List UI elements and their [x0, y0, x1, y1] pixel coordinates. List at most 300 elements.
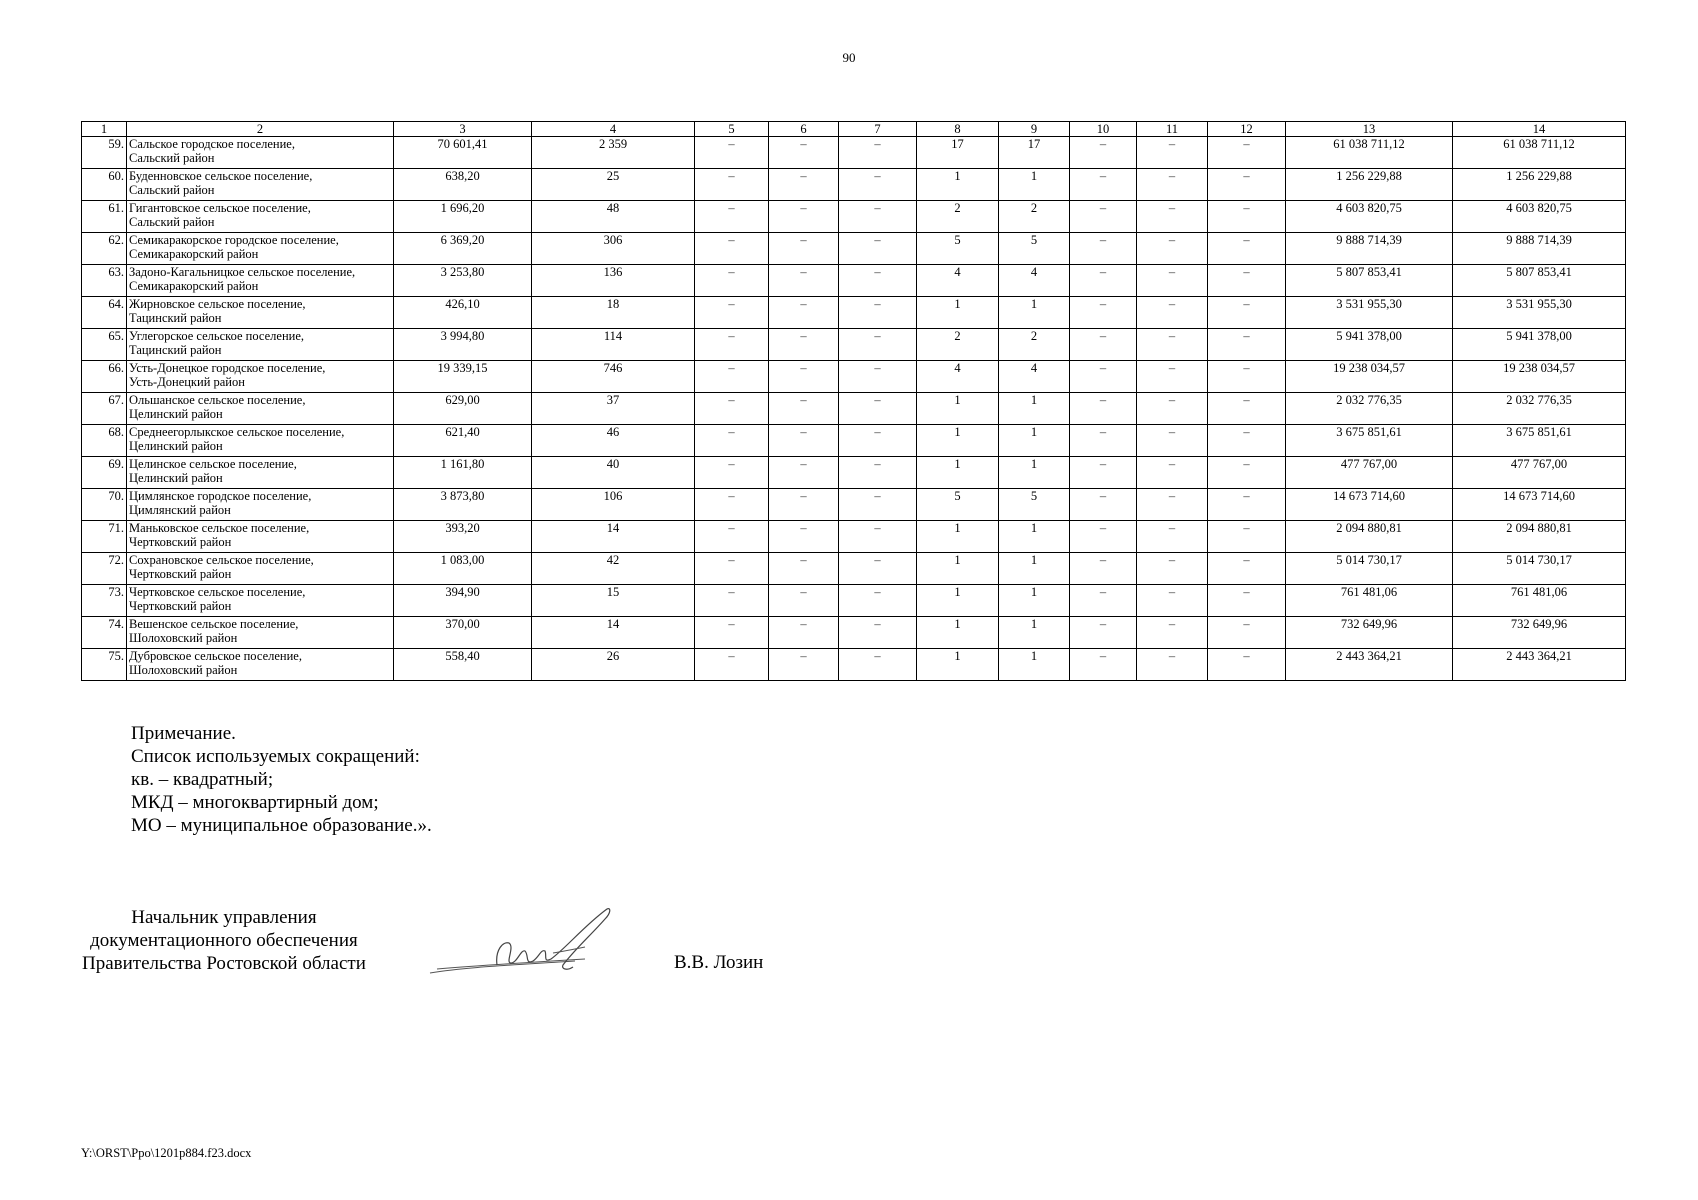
value-cell: –: [769, 425, 839, 457]
value-cell: –: [1137, 649, 1208, 681]
row-number-cell: 61.: [82, 201, 127, 233]
cost-cell: 61 038 711,12: [1453, 137, 1626, 169]
area-cell: 426,10: [394, 297, 532, 329]
residents-cell: 48: [532, 201, 695, 233]
table-row: [82, 649, 1626, 681]
settlement-name: Сохрановское сельское поселение,: [129, 553, 314, 567]
value-cell: –: [695, 393, 769, 425]
table-row: [82, 201, 1626, 233]
value-cell: 5: [999, 489, 1070, 521]
value-cell: –: [1137, 265, 1208, 297]
area-cell: 638,20: [394, 169, 532, 201]
table-row: [82, 329, 1626, 361]
settlement-name: Вешенское сельское поселение,: [129, 617, 299, 631]
value-cell: –: [1208, 617, 1286, 649]
cost-cell: 19 238 034,57: [1286, 361, 1453, 393]
value-cell: –: [695, 649, 769, 681]
column-header: 12: [1208, 122, 1286, 137]
value-cell: –: [1070, 265, 1137, 297]
cost-cell: 732 649,96: [1286, 617, 1453, 649]
column-header: 10: [1070, 122, 1137, 137]
residents-cell: 14: [532, 617, 695, 649]
value-cell: –: [769, 201, 839, 233]
settlement-name-cell: [127, 233, 394, 265]
area-cell: 70 601,41: [394, 137, 532, 169]
cost-cell: 14 673 714,60: [1453, 489, 1626, 521]
cost-cell: 3 675 851,61: [1453, 425, 1626, 457]
value-cell: –: [839, 617, 917, 649]
value-cell: –: [769, 649, 839, 681]
value-cell: –: [769, 297, 839, 329]
value-cell: –: [1070, 489, 1137, 521]
cost-cell: 3 531 955,30: [1286, 297, 1453, 329]
cost-cell: 9 888 714,39: [1286, 233, 1453, 265]
value-cell: –: [1208, 329, 1286, 361]
value-cell: –: [1070, 201, 1137, 233]
table-row: [82, 361, 1626, 393]
residents-cell: 14: [532, 521, 695, 553]
residents-cell: 306: [532, 233, 695, 265]
value-cell: –: [839, 393, 917, 425]
district-name: Семикаракорский район: [129, 247, 259, 261]
cost-cell: 61 038 711,12: [1286, 137, 1453, 169]
value-cell: 1: [999, 553, 1070, 585]
district-name: Сальский район: [129, 183, 215, 197]
value-cell: 1: [999, 649, 1070, 681]
row-number-cell: 68.: [82, 425, 127, 457]
value-cell: 1: [999, 393, 1070, 425]
settlement-name-cell: [127, 617, 394, 649]
value-cell: 5: [917, 233, 999, 265]
note-line: МКД – многоквартирный дом;: [131, 792, 379, 813]
district-name: Цимлянский район: [129, 503, 231, 517]
value-cell: –: [695, 585, 769, 617]
value-cell: –: [695, 137, 769, 169]
value-cell: –: [769, 617, 839, 649]
cost-cell: 732 649,96: [1453, 617, 1626, 649]
residents-cell: 136: [532, 265, 695, 297]
value-cell: 5: [999, 233, 1070, 265]
column-header: 1: [82, 122, 127, 137]
cost-cell: 477 767,00: [1453, 457, 1626, 489]
value-cell: –: [1070, 585, 1137, 617]
value-cell: 17: [917, 137, 999, 169]
value-cell: –: [769, 361, 839, 393]
value-cell: 1: [917, 457, 999, 489]
residents-cell: 114: [532, 329, 695, 361]
value-cell: –: [1070, 425, 1137, 457]
value-cell: –: [1208, 649, 1286, 681]
row-number-cell: 71.: [82, 521, 127, 553]
cost-cell: 2 443 364,21: [1453, 649, 1626, 681]
settlement-name: Гигантовское сельское поселение,: [129, 201, 311, 215]
value-cell: 1: [999, 521, 1070, 553]
table-row: [82, 425, 1626, 457]
district-name: Чертковский район: [129, 567, 232, 581]
value-cell: –: [769, 457, 839, 489]
area-cell: 3 253,80: [394, 265, 532, 297]
column-header: 13: [1286, 122, 1453, 137]
data-table: [81, 121, 1626, 681]
value-cell: 1: [917, 169, 999, 201]
settlement-name-cell: [127, 393, 394, 425]
settlement-name-cell: [127, 585, 394, 617]
value-cell: –: [769, 137, 839, 169]
cost-cell: 761 481,06: [1453, 585, 1626, 617]
cost-cell: 3 531 955,30: [1453, 297, 1626, 329]
value-cell: 1: [917, 617, 999, 649]
settlement-name-cell: [127, 457, 394, 489]
signatory-title-line: Начальник управления: [131, 907, 317, 928]
value-cell: –: [695, 521, 769, 553]
settlement-name: Ольшанское сельское поселение,: [129, 393, 306, 407]
row-number-cell: 65.: [82, 329, 127, 361]
area-cell: 558,40: [394, 649, 532, 681]
value-cell: –: [695, 425, 769, 457]
settlement-name: Семикаракорское городское поселение,: [129, 233, 339, 247]
value-cell: 1: [999, 169, 1070, 201]
residents-cell: 106: [532, 489, 695, 521]
value-cell: –: [695, 265, 769, 297]
column-header: 3: [394, 122, 532, 137]
signatory-title-line: документационного обеспечения: [90, 930, 358, 951]
value-cell: –: [1137, 297, 1208, 329]
row-number-cell: 67.: [82, 393, 127, 425]
column-header: 11: [1137, 122, 1208, 137]
cost-cell: 477 767,00: [1286, 457, 1453, 489]
value-cell: –: [1070, 169, 1137, 201]
value-cell: –: [1070, 137, 1137, 169]
value-cell: 1: [999, 425, 1070, 457]
value-cell: –: [1208, 137, 1286, 169]
area-cell: 3 873,80: [394, 489, 532, 521]
value-cell: –: [695, 617, 769, 649]
value-cell: 2: [917, 201, 999, 233]
signatory-title: [82, 906, 366, 975]
settlement-name-cell: [127, 169, 394, 201]
value-cell: –: [1208, 457, 1286, 489]
settlement-name: Задоно-Кагальницкое сельское поселение,: [129, 265, 356, 279]
note-line: Примечание.: [131, 723, 236, 744]
value-cell: –: [839, 169, 917, 201]
row-number-cell: 66.: [82, 361, 127, 393]
area-cell: 629,00: [394, 393, 532, 425]
table-row: [82, 393, 1626, 425]
value-cell: –: [769, 329, 839, 361]
value-cell: –: [695, 489, 769, 521]
value-cell: –: [1137, 457, 1208, 489]
value-cell: –: [839, 201, 917, 233]
value-cell: –: [839, 425, 917, 457]
value-cell: –: [1137, 425, 1208, 457]
value-cell: –: [769, 553, 839, 585]
value-cell: 4: [917, 361, 999, 393]
value-cell: –: [839, 361, 917, 393]
signatory-name: В.В. Лозин: [674, 952, 764, 973]
district-name: Шолоховский район: [129, 663, 238, 677]
value-cell: –: [1137, 585, 1208, 617]
district-name: Чертковский район: [129, 535, 232, 549]
table-row: [82, 265, 1626, 297]
settlement-name-cell: [127, 521, 394, 553]
column-header: 7: [839, 122, 917, 137]
value-cell: –: [1070, 297, 1137, 329]
value-cell: –: [1137, 169, 1208, 201]
settlement-name: Усть-Донецкое городское поселение,: [129, 361, 326, 375]
settlement-name: Жирновское сельское поселение,: [129, 297, 306, 311]
residents-cell: 37: [532, 393, 695, 425]
value-cell: –: [1137, 617, 1208, 649]
value-cell: –: [769, 233, 839, 265]
value-cell: 4: [999, 265, 1070, 297]
row-number-cell: 59.: [82, 137, 127, 169]
value-cell: –: [695, 329, 769, 361]
row-number-cell: 70.: [82, 489, 127, 521]
value-cell: –: [1070, 329, 1137, 361]
value-cell: –: [1208, 425, 1286, 457]
area-cell: 370,00: [394, 617, 532, 649]
district-name: Сальский район: [129, 151, 215, 165]
value-cell: –: [1208, 233, 1286, 265]
value-cell: –: [1208, 201, 1286, 233]
signatory-title-line: Правительства Ростовской области: [82, 953, 366, 974]
settlement-name-cell: [127, 425, 394, 457]
value-cell: 1: [917, 425, 999, 457]
cost-cell: 2 032 776,35: [1453, 393, 1626, 425]
value-cell: 2: [999, 201, 1070, 233]
value-cell: –: [1137, 233, 1208, 265]
district-name: Чертковский район: [129, 599, 232, 613]
value-cell: 2: [917, 329, 999, 361]
settlement-name-cell: [127, 649, 394, 681]
value-cell: –: [1208, 393, 1286, 425]
value-cell: –: [839, 297, 917, 329]
file-path-footer: Y:\ORST\Ppo\1201p884.f23.docx: [81, 1146, 252, 1160]
value-cell: –: [839, 265, 917, 297]
district-name: Сальский район: [129, 215, 215, 229]
district-name: Целинский район: [129, 471, 223, 485]
value-cell: –: [695, 233, 769, 265]
value-cell: –: [695, 169, 769, 201]
value-cell: 2: [999, 329, 1070, 361]
residents-cell: 746: [532, 361, 695, 393]
cost-cell: 2 094 880,81: [1453, 521, 1626, 553]
district-name: Тацинский район: [129, 311, 222, 325]
value-cell: –: [1070, 393, 1137, 425]
settlement-name: Чертковское сельское поселение,: [129, 585, 306, 599]
cost-cell: 4 603 820,75: [1453, 201, 1626, 233]
value-cell: –: [1070, 361, 1137, 393]
value-cell: 4: [917, 265, 999, 297]
area-cell: 3 994,80: [394, 329, 532, 361]
value-cell: –: [1208, 553, 1286, 585]
value-cell: –: [839, 553, 917, 585]
value-cell: –: [839, 585, 917, 617]
value-cell: 5: [917, 489, 999, 521]
settlement-name-cell: [127, 329, 394, 361]
area-cell: 393,20: [394, 521, 532, 553]
value-cell: –: [1208, 265, 1286, 297]
value-cell: –: [1137, 361, 1208, 393]
residents-cell: 18: [532, 297, 695, 329]
value-cell: 17: [999, 137, 1070, 169]
value-cell: 4: [999, 361, 1070, 393]
value-cell: –: [839, 649, 917, 681]
cost-cell: 5 807 853,41: [1453, 265, 1626, 297]
cost-cell: 5 941 378,00: [1286, 329, 1453, 361]
value-cell: –: [1070, 617, 1137, 649]
settlement-name: Дубровское сельское поселение,: [129, 649, 302, 663]
note-line: Список используемых сокращений:: [131, 746, 420, 767]
value-cell: –: [1208, 361, 1286, 393]
district-name: Семикаракорский район: [129, 279, 259, 293]
settlement-name: Буденновское сельское поселение,: [129, 169, 313, 183]
row-number-cell: 74.: [82, 617, 127, 649]
cost-cell: 1 256 229,88: [1453, 169, 1626, 201]
value-cell: –: [1208, 169, 1286, 201]
area-cell: 1 161,80: [394, 457, 532, 489]
cost-cell: 761 481,06: [1286, 585, 1453, 617]
page-number: 90: [842, 50, 856, 65]
value-cell: –: [695, 457, 769, 489]
value-cell: 1: [917, 649, 999, 681]
settlement-name: Углегорское сельское поселение,: [129, 329, 304, 343]
value-cell: –: [769, 169, 839, 201]
settlement-name-cell: [127, 489, 394, 521]
cost-cell: 2 094 880,81: [1286, 521, 1453, 553]
value-cell: 1: [917, 585, 999, 617]
settlement-name: Цимлянское городское поселение,: [129, 489, 312, 503]
value-cell: –: [695, 361, 769, 393]
value-cell: 1: [917, 393, 999, 425]
row-number-cell: 73.: [82, 585, 127, 617]
value-cell: –: [1137, 521, 1208, 553]
cost-cell: 2 443 364,21: [1286, 649, 1453, 681]
table-row: [82, 169, 1626, 201]
value-cell: 1: [999, 617, 1070, 649]
value-cell: –: [1208, 297, 1286, 329]
value-cell: 1: [999, 457, 1070, 489]
cost-cell: 14 673 714,60: [1286, 489, 1453, 521]
notes-block: [131, 722, 432, 837]
value-cell: –: [839, 329, 917, 361]
cost-cell: 5 014 730,17: [1453, 553, 1626, 585]
row-number-cell: 75.: [82, 649, 127, 681]
district-name: Целинский район: [129, 439, 223, 453]
value-cell: –: [839, 457, 917, 489]
settlement-name-cell: [127, 137, 394, 169]
row-number-cell: 64.: [82, 297, 127, 329]
cost-cell: 3 675 851,61: [1286, 425, 1453, 457]
district-name: Тацинский район: [129, 343, 222, 357]
value-cell: –: [769, 265, 839, 297]
residents-cell: 2 359: [532, 137, 695, 169]
table-body: [82, 137, 1626, 681]
cost-cell: 5 807 853,41: [1286, 265, 1453, 297]
settlement-name-cell: [127, 553, 394, 585]
settlement-name: Среднеегорлыкское сельское поселение,: [129, 425, 345, 439]
residents-cell: 46: [532, 425, 695, 457]
residents-cell: 25: [532, 169, 695, 201]
value-cell: –: [769, 585, 839, 617]
row-number-cell: 63.: [82, 265, 127, 297]
area-cell: 1 696,20: [394, 201, 532, 233]
handwritten-signature: [425, 905, 635, 985]
residents-cell: 26: [532, 649, 695, 681]
table-row: [82, 585, 1626, 617]
value-cell: –: [695, 297, 769, 329]
value-cell: –: [839, 521, 917, 553]
value-cell: –: [839, 233, 917, 265]
value-cell: 1: [917, 553, 999, 585]
table-row: [82, 617, 1626, 649]
value-cell: –: [695, 553, 769, 585]
column-header: 6: [769, 122, 839, 137]
settlement-name-cell: [127, 201, 394, 233]
row-number-cell: 62.: [82, 233, 127, 265]
value-cell: –: [1137, 137, 1208, 169]
district-name: Целинский район: [129, 407, 223, 421]
value-cell: –: [1070, 233, 1137, 265]
residents-cell: 15: [532, 585, 695, 617]
district-name: Усть-Донецкий район: [129, 375, 245, 389]
value-cell: –: [1070, 521, 1137, 553]
row-number-cell: 60.: [82, 169, 127, 201]
settlement-name-cell: [127, 361, 394, 393]
value-cell: –: [769, 521, 839, 553]
residents-cell: 42: [532, 553, 695, 585]
column-header: 4: [532, 122, 695, 137]
value-cell: –: [1137, 553, 1208, 585]
settlement-name: Целинское сельское поселение,: [129, 457, 297, 471]
cost-cell: 2 032 776,35: [1286, 393, 1453, 425]
settlement-name-cell: [127, 265, 394, 297]
value-cell: –: [1137, 201, 1208, 233]
table-row: [82, 137, 1626, 169]
table-row: [82, 521, 1626, 553]
column-header: 9: [999, 122, 1070, 137]
cost-cell: 5 941 378,00: [1453, 329, 1626, 361]
column-header: 5: [695, 122, 769, 137]
table-row: [82, 297, 1626, 329]
area-cell: 19 339,15: [394, 361, 532, 393]
value-cell: –: [839, 137, 917, 169]
value-cell: –: [1070, 553, 1137, 585]
value-cell: –: [1208, 585, 1286, 617]
value-cell: –: [1208, 489, 1286, 521]
value-cell: –: [1070, 649, 1137, 681]
settlement-name-cell: [127, 297, 394, 329]
header-row: [82, 122, 1626, 137]
value-cell: 1: [999, 297, 1070, 329]
column-header: 2: [127, 122, 394, 137]
table-row: [82, 233, 1626, 265]
settlement-name: Сальское городское поселение,: [129, 137, 295, 151]
value-cell: –: [1137, 489, 1208, 521]
value-cell: –: [1070, 457, 1137, 489]
value-cell: –: [1137, 329, 1208, 361]
area-cell: 621,40: [394, 425, 532, 457]
value-cell: –: [769, 489, 839, 521]
note-line: МО – муниципальное образование.».: [131, 815, 432, 836]
row-number-cell: 69.: [82, 457, 127, 489]
value-cell: –: [1137, 393, 1208, 425]
table-row: [82, 489, 1626, 521]
residents-cell: 40: [532, 457, 695, 489]
column-header: 8: [917, 122, 999, 137]
cost-cell: 19 238 034,57: [1453, 361, 1626, 393]
area-cell: 1 083,00: [394, 553, 532, 585]
